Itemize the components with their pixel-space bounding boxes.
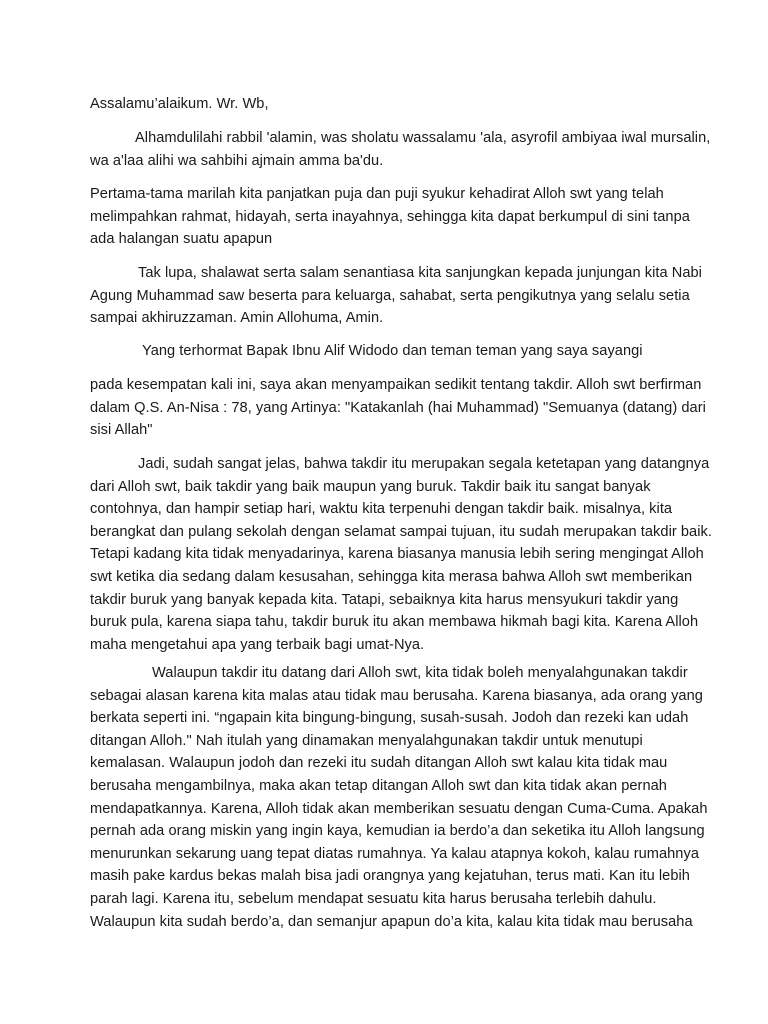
text-line: berusaha mengambilnya, maka akan tetap ditangan Alloh swt dan kita tidak akan pernah — [90, 777, 667, 794]
text-line: ada halangan suatu apapun — [90, 231, 273, 248]
paragraph-misusing-destiny — [90, 662, 708, 933]
text-line: Walaupun kita sudah berdo’a, dan semanjur apapun do’a kita, kalau kita tidak mau berusaha — [90, 913, 693, 930]
text-line: Pertama-tama marilah kita panjatkan puja dan puji syukur kehadirat Alloh swt yang telah — [90, 186, 664, 202]
text-line: mendapatkannya. Karena, Alloh tidak akan memberikan sesuatu dengan Cuma-Cuma. Apakah — [90, 800, 708, 817]
text-line: ditangan Alloh." Nah itulah yang dinamakan menyalahgunakan takdir untuk menutupi — [90, 732, 643, 749]
text-line: contohnya, dan hampir setiap hari, waktu kita terpenuhi dengan takdir baik. misalnya, kita — [90, 501, 673, 518]
text-line: melimpahkan rahmat, hidayah, serta inayahnya, sehingga kita dapat berkumpul di sini tanpa — [90, 208, 690, 225]
text-line: Tetapi kadang kita tidak menyadarinya, karena biasanya manusia lebih sering mengingat Alloh — [90, 546, 704, 563]
text-line: Jadi, sudah sangat jelas, bahwa takdir itu merupakan segala ketetapan yang datangnya — [138, 456, 710, 472]
text-line: wa a'laa alihi wa sahbihi ajmain amma ba'du. — [90, 152, 384, 169]
paragraph-shalawat — [90, 262, 702, 330]
text-line: Yang terhormat Bapak Ibnu Alif Widodo dan teman teman yang saya sayangi — [142, 343, 643, 359]
text-line: Alhamdulilahi rabbil 'alamin, was sholatu wassalamu 'ala, asyrofil ambiyaa iwal mursalin, — [135, 130, 711, 146]
text-line: sebagai alasan karena kita malas atau tidak mau berusaha. Karena biasanya, ada orang yang — [90, 687, 703, 704]
text-line: berangkat dan pulang sekolah dengan selamat sampai tujuan, itu sudah merupakan takdir baik. — [90, 523, 712, 540]
text-line: sampai akhiruzzaman. Amin Allohuma, Amin. — [90, 310, 384, 327]
paragraph-opening-prayer — [90, 127, 710, 172]
text-line: sisi Allah" — [90, 422, 153, 439]
text-line: pernah ada orang miskin yang ingin kaya, kemudian ia berdo’a dan seketika itu Alloh langsung — [90, 823, 705, 840]
text-line: dari Alloh swt, baik takdir yang baik maupun yang buruk. Takdir baik itu sangat banyak — [90, 478, 651, 495]
greeting — [90, 93, 269, 116]
text-line: menurunkan sekarung uang tepat diatas rumahnya. Ya kalau atapnya kokoh, kalau rumahnya — [90, 845, 699, 862]
text-line: masih pake kardus bekas malah bisa jadi orangnya yang kejatuhan, terus mati. Kan itu lebih — [90, 868, 690, 885]
paragraph-good-and-bad-destiny — [90, 453, 712, 656]
text-line: swt ketika dia sedang dalam kesusahan, sehingga kita merasa bahwa Alloh swt memberikan — [90, 568, 693, 585]
text-line: parah lagi. Karena itu, sebelum mendapat sesuatu kita harus berusaha terlebih dahulu. — [90, 890, 657, 907]
text-line: Agung Muhammad saw beserta para keluarga, sahabat, serta pengikutnya yang selalu setia — [90, 287, 690, 304]
text-line: takdir buruk yang banyak kepada kita. Tatapi, sebaiknya kita harus mensyukuri takdir yang — [90, 591, 679, 608]
text-line: Tak lupa, shalawat serta salam senantiasa kita sanjungkan kepada junjungan kita Nabi — [138, 265, 702, 281]
text-line: Walaupun takdir itu datang dari Alloh swt, kita tidak boleh menyalahgunakan takdir — [152, 665, 688, 681]
text-line: berkata seperti ini. “ngapain kita bingung-bingung, susah-susah. Jodoh dan rezeki kan udah — [90, 710, 689, 727]
text-line: dalam Q.S. An-Nisa : 78, yang Artinya: "Katakanlah (hai Muhammad) "Semuanya (datang) dari — [90, 399, 706, 416]
text-line: buruk pula, karena siapa tahu, takdir buruk itu akan membawa hikmah bagi kita. Karena Alloh — [90, 614, 699, 631]
text-line: maha mengetahui apa yang terbaik bagi umat-Nya. — [90, 636, 425, 653]
paragraph-respected-guests — [90, 340, 643, 363]
paragraph-topic-intro — [90, 374, 706, 442]
text-line: pada kesempatan kali ini, saya akan menyampaikan sedikit tentang takdir. Alloh swt berfirman — [90, 377, 702, 393]
greeting-line: Assalamu’alaikum. Wr. Wb, — [90, 96, 269, 112]
paragraph-gratitude — [90, 183, 690, 251]
text-line: kemalasan. Walaupun jodoh dan rezeki itu sudah ditangan Alloh swt kalau kita tidak mau — [90, 755, 668, 772]
